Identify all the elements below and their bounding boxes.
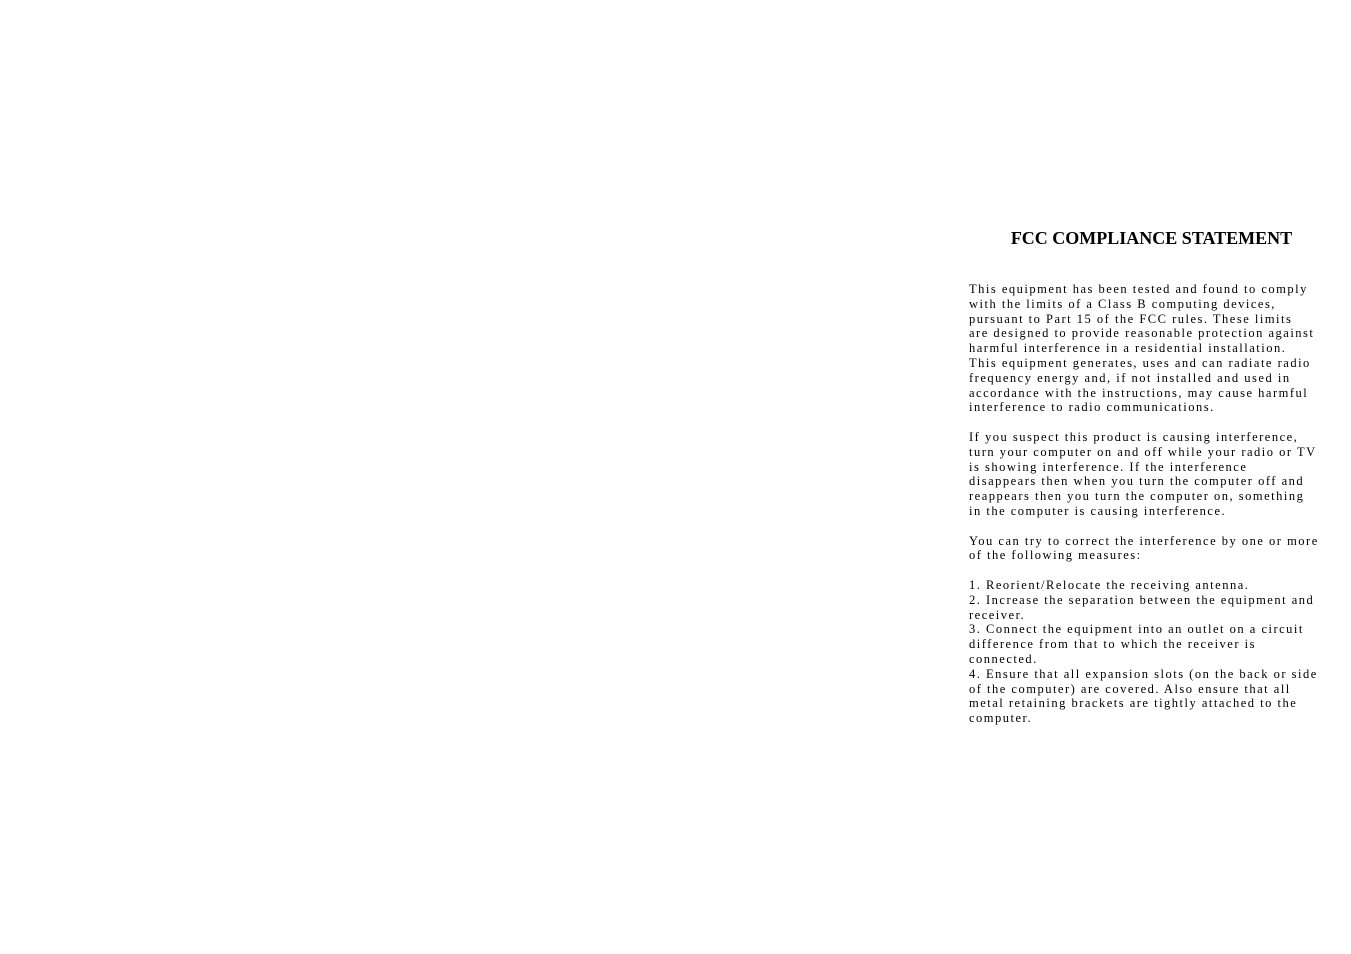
paragraph-interference-check: If you suspect this product is causing interference, turn your computer on and off while your radio or TV is showing interference. If the interference disappears then when you turn the computer off and reappears then you turn the computer on, something in the computer is causing interference. bbox=[969, 429, 1317, 518]
measures-list bbox=[969, 578, 1334, 726]
paragraph-measures-intro: You can try to correct the interference by one or more of the following measures: bbox=[969, 533, 1319, 563]
list-item: 2. Increase the separation between the equipment and receiver. bbox=[969, 592, 1315, 622]
list-item: 3. Connect the equipment into an outlet on a circuit difference from that to which the receiver is connected. bbox=[969, 622, 1304, 666]
page-title: FCC COMPLIANCE STATEMENT bbox=[1010, 228, 1293, 248]
paragraph-compliance: This equipment has been tested and found to comply with the limits of a Class B computing devices, pursuant to Part 15 of the FCC rules. These limits are designed to provide reasonable protection against harmful interference in a residential installation. This equipment generates, uses and can radiate radio frequency energy and, if not installed and used in accordance with the instructions, may cause harmful interference to radio communications. bbox=[969, 282, 1315, 415]
fcc-statement-page bbox=[969, 226, 1334, 726]
list-item: 1. Reorient/Relocate the receiving antenna. bbox=[969, 577, 1250, 592]
list-item: 4. Ensure that all expansion slots (on the back or side of the computer) are covered. Also ensure that all metal retaining brackets are tightly attached to the computer. bbox=[969, 666, 1318, 726]
